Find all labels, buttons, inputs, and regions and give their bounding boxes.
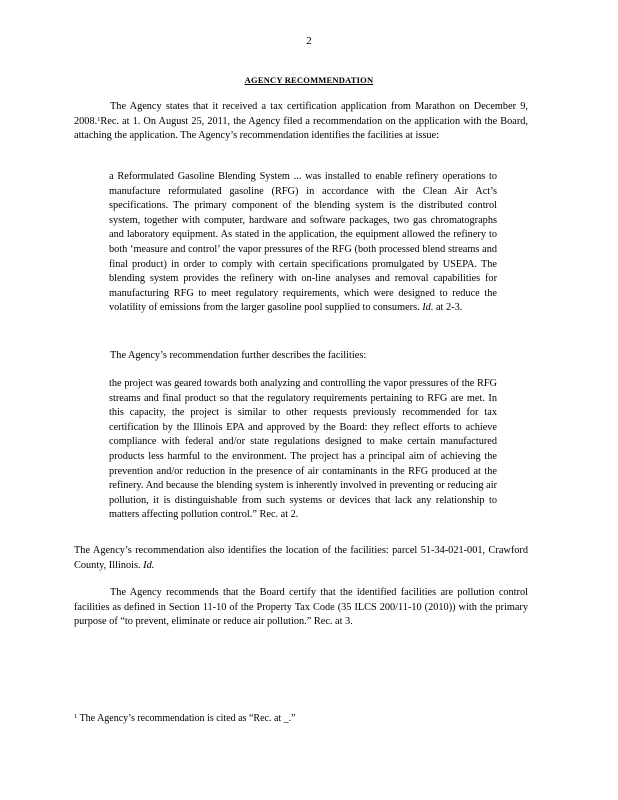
page-number: 2	[306, 35, 312, 47]
paragraph-intro-text-b: Rec. at 1. On August 25, 2011, the Agency filed a recommendation on the application with the Board, attaching the application. The Agency’s recommendation identifies the facilities at issue:	[74, 115, 528, 142]
section-heading	[0, 73, 618, 88]
paragraph-location-text: The Agency’s recommendation also identifies the location of the facilities: parcel 51-34-021-001, Crawford County, Illinois.	[74, 545, 528, 571]
footnote-text: The Agency’s recommendation is cited as “Rec. at _.”	[79, 713, 296, 724]
paragraph-intro-text-a: The Agency states that it received a tax certification application from Marathon on December 9, 2008.	[74, 101, 528, 127]
block-quote-description-text: a Reformulated Gasoline Blending System ... was installed to enable refinery operations to manufacture reformulated gasoline (RFG) in accordance with the Clean Air Act’s specifications. The primary component of the blending system is the distributed control system, together with computer, hardware and software packages, two gas chromatographs and laboratory equipment. As stated in the application, the equipment allowed the refinery to both ‘measure and control’ the vapor pressures of the RFG (both processed blend streams and final product) in order to comply with certain specifications promulgated by USEPA. The blending system provides the refinery with on-line analyses and removal capabilities for manufacturing RFG to meet regulatory requirements, which were designed to reduce the volatility of emissions from the larger gasoline pool supplied to consumers.	[109, 171, 497, 314]
paragraph-location	[74, 544, 528, 573]
id-citation: Id.	[422, 302, 434, 314]
block-quote-description	[109, 170, 497, 316]
paragraph-intro	[74, 100, 528, 144]
page-citation: at 2-3.	[435, 302, 463, 314]
footnote-reference: 1	[97, 115, 101, 123]
paragraph-further-describes: The Agency’s recommendation further describes the facilities:	[110, 350, 367, 361]
footnote	[74, 712, 528, 727]
id-citation: Id.	[143, 559, 155, 571]
block-quote-project: the project was geared towards both analyzing and controlling the vapor pressures of the RFG streams and final product so that the regulatory requirements pertaining to RFG are met. In this capacity, the project is similar to other requests previously recommended for tax certification by the Illinois EPA and approved by the Board: they reflect efforts to achieve compliance with federal and/or state regulations designed to make certain manufactured products less harmful to the environment. The project has a principal aim of achieving the prevention and/or reduction in the presence of air contaminants in the RFG produced at the refinery. And because the blending system is inherently involved in preventing or reducing air pollution, it is distinguishable from such systems or devices that lack any relationship to matters affecting pollution control.” Rec. at 2.	[109, 378, 497, 521]
footnote-mark: 1	[74, 713, 78, 720]
paragraph-recommendation: The Agency recommends that the Board certify that the identified facilities are pollution control facilities as defined in Section 11-10 of the Property Tax Code (35 ILCS 200/11-10 (2010)) with the primary purpose of “to prevent, eliminate or reduce air pollution.” Rec. at 3.	[74, 587, 528, 628]
section-heading-text: AGENCY RECOMMENDATION	[244, 75, 374, 85]
